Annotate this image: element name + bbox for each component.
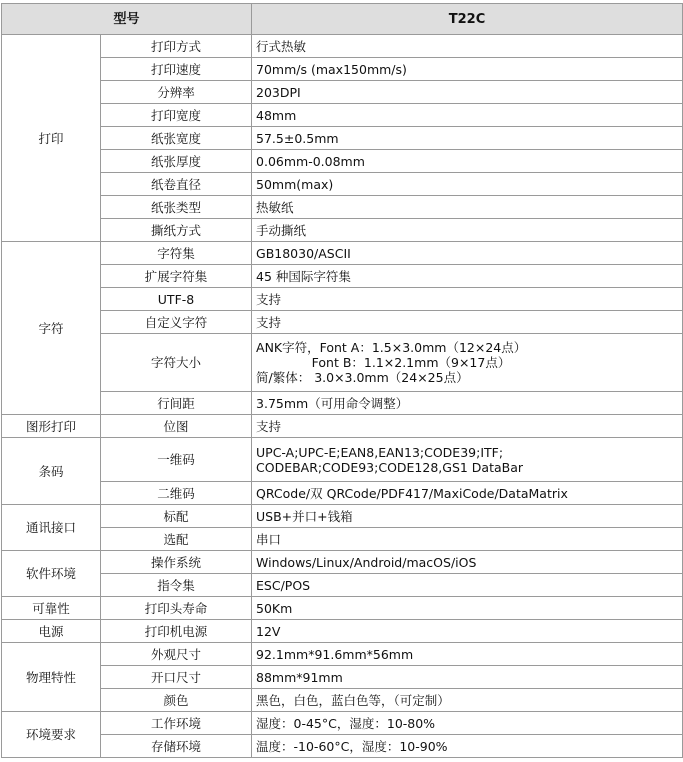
value-cell: UPC-A;UPC-E;EAN8,EAN13;CODE39;ITF; CODEBAR;CODE93;CODE128,GS1 DataBar <box>252 438 683 482</box>
item-cell: 操作系统 <box>101 551 252 574</box>
item-cell: 打印头寿命 <box>101 597 252 620</box>
item-cell: 字符集 <box>101 242 252 265</box>
value-cell: ANK字符，Font A：1.5×3.0mm（12×24点） Font B：1.1×2.1mm（9×17点） 简/繁体： 3.0×3.0mm（24×25点） <box>252 334 683 392</box>
item-cell: 撕纸方式 <box>101 219 252 242</box>
item-cell: 二维码 <box>101 482 252 505</box>
value-cell: 支持 <box>252 415 683 438</box>
item-cell: 字符大小 <box>101 334 252 392</box>
item-cell: 打印方式 <box>101 35 252 58</box>
value-cell: 45 种国际字符集 <box>252 265 683 288</box>
spec-row <box>2 643 683 666</box>
value-cell: ESC/POS <box>252 574 683 597</box>
spec-row <box>2 528 683 551</box>
item-cell: 纸张厚度 <box>101 150 252 173</box>
value-cell: 黑色，白色，蓝白色等，（可定制） <box>252 689 683 712</box>
value-cell: 0.06mm-0.08mm <box>252 150 683 173</box>
header-model-value: T22C <box>252 4 683 35</box>
value-cell: 湿度：0-45°C，湿度：10-80% <box>252 712 683 735</box>
spec-row <box>2 265 683 288</box>
category-cell: 物理特性 <box>2 643 101 712</box>
value-cell: USB+并口+钱箱 <box>252 505 683 528</box>
value-cell: Windows/Linux/Android/macOS/iOS <box>252 551 683 574</box>
value-cell: GB18030/ASCII <box>252 242 683 265</box>
spec-row <box>2 415 683 438</box>
value-cell: 串口 <box>252 528 683 551</box>
spec-row <box>2 242 683 265</box>
item-cell: 外观尺寸 <box>101 643 252 666</box>
header-model-label: 型号 <box>2 4 252 35</box>
item-cell: 纸卷直径 <box>101 173 252 196</box>
item-cell: 纸张宽度 <box>101 127 252 150</box>
value-cell: 12V <box>252 620 683 643</box>
spec-row <box>2 81 683 104</box>
value-cell: 203DPI <box>252 81 683 104</box>
category-cell: 打印 <box>2 35 101 242</box>
value-cell: 热敏纸 <box>252 196 683 219</box>
spec-row <box>2 482 683 505</box>
spec-row <box>2 620 683 643</box>
spec-row <box>2 288 683 311</box>
spec-row <box>2 735 683 758</box>
spec-row <box>2 597 683 620</box>
value-cell: 支持 <box>252 288 683 311</box>
item-cell: 扩展字符集 <box>101 265 252 288</box>
category-cell: 电源 <box>2 620 101 643</box>
spec-row <box>2 392 683 415</box>
item-cell: 标配 <box>101 505 252 528</box>
value-cell: 92.1mm*91.6mm*56mm <box>252 643 683 666</box>
value-cell: 70mm/s (max150mm/s) <box>252 58 683 81</box>
item-cell: 指令集 <box>101 574 252 597</box>
item-cell: 选配 <box>101 528 252 551</box>
spec-row <box>2 311 683 334</box>
category-cell: 软件环境 <box>2 551 101 597</box>
item-cell: 位图 <box>101 415 252 438</box>
spec-row <box>2 689 683 712</box>
spec-row <box>2 574 683 597</box>
spec-table-body <box>2 4 683 758</box>
value-cell: 57.5±0.5mm <box>252 127 683 150</box>
item-cell: 一维码 <box>101 438 252 482</box>
value-cell: QRCode/双 QRCode/PDF417/MaxiCode/DataMatrix <box>252 482 683 505</box>
value-cell: 50Km <box>252 597 683 620</box>
item-cell: 分辨率 <box>101 81 252 104</box>
value-cell: 3.75mm（可用命令调整） <box>252 392 683 415</box>
spec-row <box>2 712 683 735</box>
spec-row <box>2 127 683 150</box>
spec-row <box>2 35 683 58</box>
value-cell: 支持 <box>252 311 683 334</box>
item-cell: 存储环境 <box>101 735 252 758</box>
spec-row <box>2 666 683 689</box>
spec-row <box>2 196 683 219</box>
category-cell: 通讯接口 <box>2 505 101 551</box>
spec-row <box>2 551 683 574</box>
spec-table <box>1 3 683 758</box>
item-cell: 打印机电源 <box>101 620 252 643</box>
category-cell: 图形打印 <box>2 415 101 438</box>
item-cell: UTF-8 <box>101 288 252 311</box>
category-cell: 可靠性 <box>2 597 101 620</box>
item-cell: 工作环境 <box>101 712 252 735</box>
value-cell: 手动撕纸 <box>252 219 683 242</box>
value-cell: 48mm <box>252 104 683 127</box>
item-cell: 开口尺寸 <box>101 666 252 689</box>
item-cell: 打印宽度 <box>101 104 252 127</box>
category-cell: 环境要求 <box>2 712 101 758</box>
item-cell: 自定义字符 <box>101 311 252 334</box>
item-cell: 行间距 <box>101 392 252 415</box>
value-cell: 温度：-10-60°C，湿度：10-90% <box>252 735 683 758</box>
spec-row <box>2 104 683 127</box>
item-cell: 纸张类型 <box>101 196 252 219</box>
category-cell: 字符 <box>2 242 101 415</box>
spec-row <box>2 334 683 392</box>
spec-row <box>2 438 683 482</box>
spec-row <box>2 219 683 242</box>
category-cell: 条码 <box>2 438 101 505</box>
spec-row <box>2 58 683 81</box>
header-row <box>2 4 683 35</box>
item-cell: 打印速度 <box>101 58 252 81</box>
spec-row <box>2 505 683 528</box>
value-cell: 行式热敏 <box>252 35 683 58</box>
item-cell: 颜色 <box>101 689 252 712</box>
value-cell: 50mm(max) <box>252 173 683 196</box>
spec-row <box>2 150 683 173</box>
spec-row <box>2 173 683 196</box>
value-cell: 88mm*91mm <box>252 666 683 689</box>
